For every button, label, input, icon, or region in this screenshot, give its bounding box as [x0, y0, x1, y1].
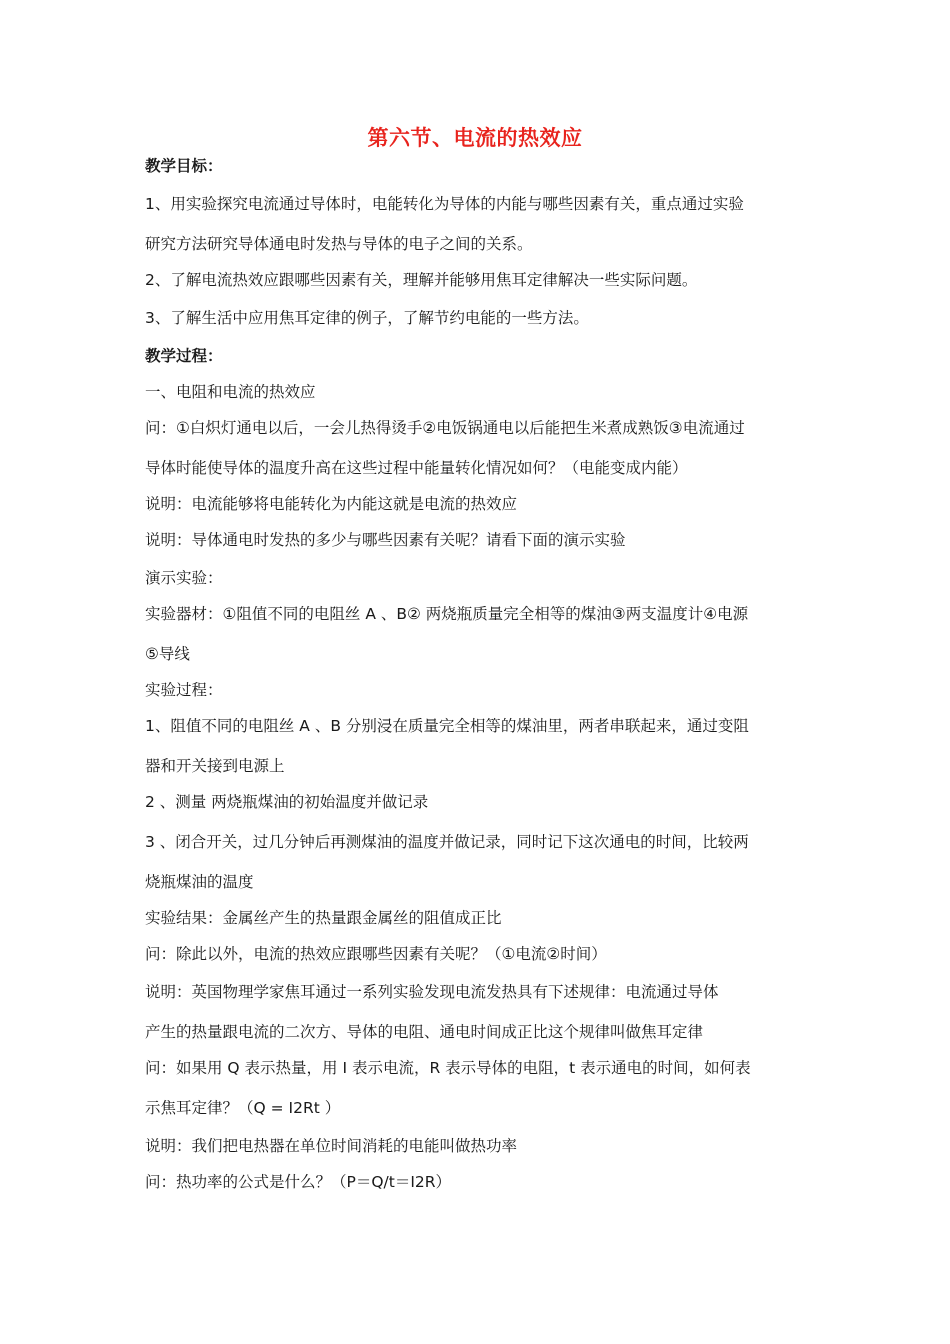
section-heading-objectives: 教学目标： [145, 157, 223, 175]
paragraph-line: 1、用实验探究电流通过导体时，电能转化为导体的内能与哪些因素有关，重点通过实验 [145, 195, 744, 213]
paragraph-line: 实验过程： [145, 681, 223, 699]
paragraph-line: 1、阻值不同的电阻丝 A 、B 分别浸在质量完全相等的煤油里，两者串联起来，通过变阻 [145, 717, 749, 735]
paragraph-line: 3 、闭合开关，过几分钟后再测煤油的温度并做记录，同时记下这次通电的时间，比较两 [145, 833, 749, 851]
document-title: 第六节、电流的热效应 [367, 126, 583, 150]
paragraph-line: 2 、测量 两烧瓶煤油的初始温度并做记录 [145, 793, 429, 811]
paragraph-line: 示焦耳定律？（Q = I2Rt ） [145, 1099, 341, 1117]
paragraph-line: 研究方法研究导体通电时发热与导体的电子之间的关系。 [145, 235, 533, 253]
paragraph-line: 器和开关接到电源上 [145, 757, 285, 775]
paragraph-line: 演示实验： [145, 569, 223, 587]
paragraph-line: 问：①白炽灯通电以后，一会儿热得烫手②电饭锅通电以后能把生米煮成熟饭③电流通过 [145, 419, 745, 437]
paragraph-line: 问：如果用 Q 表示热量，用 I 表示电流，R 表示导体的电阻，t 表示通电的时间，如何表 [145, 1059, 751, 1077]
paragraph-line: 实验结果：金属丝产生的热量跟金属丝的阻值成正比 [145, 909, 502, 927]
paragraph-line: 导体时能使导体的温度升高在这些过程中能量转化情况如何？（电能变成内能） [145, 459, 688, 477]
paragraph-line: 说明：英国物理学家焦耳通过一系列实验发现电流发热具有下述规律：电流通过导体 [145, 983, 719, 1001]
section-heading-process: 教学过程： [145, 347, 223, 365]
paragraph-line: 一、电阻和电流的热效应 [145, 383, 316, 401]
paragraph-line: 3、了解生活中应用焦耳定律的例子，了解节约电能的一些方法。 [145, 309, 589, 327]
paragraph-line: 烧瓶煤油的温度 [145, 873, 254, 891]
paragraph-line: 说明：我们把电热器在单位时间消耗的电能叫做热功率 [145, 1137, 518, 1155]
paragraph-line: 产生的热量跟电流的二次方、导体的电阻、通电时间成正比这个规律叫做焦耳定律 [145, 1023, 704, 1041]
paragraph-line: 说明：导体通电时发热的多少与哪些因素有关呢？请看下面的演示实验 [145, 531, 626, 549]
paragraph-line: 问：热功率的公式是什么？（P＝Q/t＝I2R） [145, 1173, 452, 1191]
paragraph-line: ⑤导线 [145, 645, 190, 663]
paragraph-line: 说明：电流能够将电能转化为内能这就是电流的热效应 [145, 495, 518, 513]
paragraph-line: 问：除此以外，电流的热效应跟哪些因素有关呢？（①电流②时间） [145, 945, 607, 963]
paragraph-line: 实验器材：①阻值不同的电阻丝 A 、B② 两烧瓶质量完全相等的煤油③两支温度计④电源 [145, 605, 749, 623]
paragraph-line: 2、了解电流热效应跟哪些因素有关，理解并能够用焦耳定律解决一些实际问题。 [145, 271, 698, 289]
